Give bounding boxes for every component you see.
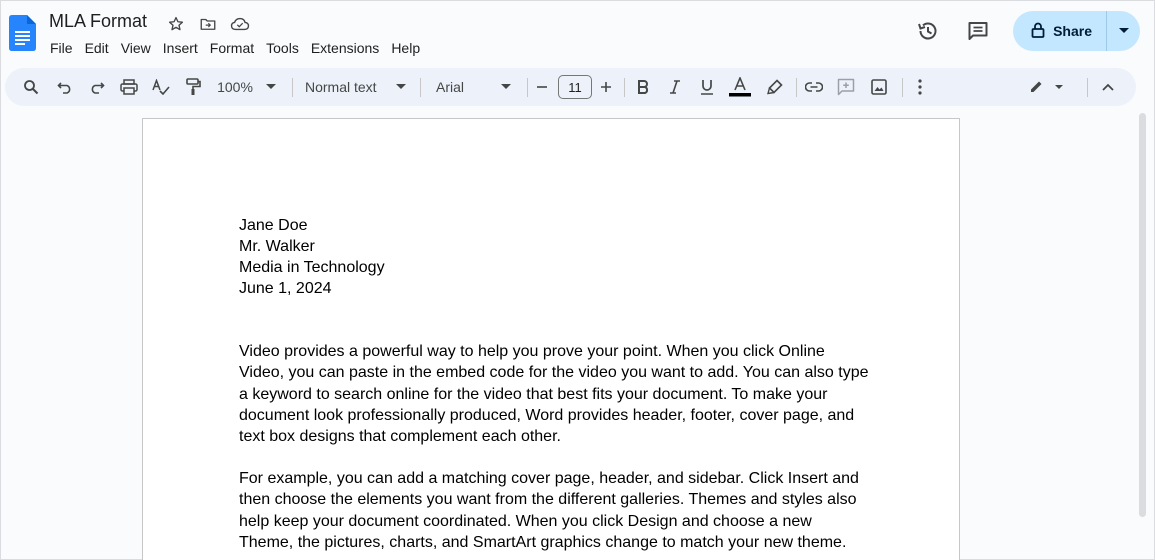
share-label: Share (1053, 23, 1092, 39)
menu-file[interactable]: File (50, 40, 73, 56)
menu-edit[interactable]: Edit (84, 40, 109, 56)
top-bar (1, 1, 1155, 65)
body-paragraph[interactable]: For example, you can add a matching cover page, header, and sidebar. Click Insert and then choose the elements you want from the different galleries. Themes and styles also help keep your document coordinated. When you click Design and choose a new Theme, the pictures, charts, and SmartArt graphics change to match your new theme. (239, 470, 859, 551)
document-canvas[interactable] (1, 111, 1155, 560)
share-button[interactable] (1013, 11, 1106, 51)
cloud-saved-icon[interactable] (229, 13, 251, 35)
toolbar-divider (796, 78, 797, 97)
font-size-input[interactable]: 11 (558, 75, 592, 99)
star-icon[interactable] (165, 13, 187, 35)
version-history-icon[interactable] (913, 16, 943, 46)
lock-icon (1031, 22, 1045, 41)
redo-icon[interactable] (87, 68, 107, 106)
italic-icon[interactable] (665, 68, 685, 106)
share-button-group (1013, 11, 1140, 51)
zoom-dropdown-icon[interactable] (265, 68, 277, 106)
vertical-scrollbar[interactable] (1139, 113, 1146, 517)
font-select[interactable]: Arial (436, 79, 465, 95)
share-dropdown-icon[interactable] (1106, 11, 1140, 51)
text-color-icon[interactable] (729, 68, 751, 106)
toolbar-divider (902, 78, 903, 97)
font-dropdown-icon[interactable] (500, 68, 512, 106)
docs-logo-icon[interactable] (9, 15, 36, 51)
style-dropdown-icon[interactable] (395, 68, 407, 106)
decrease-font-icon[interactable] (534, 68, 550, 106)
comments-icon[interactable] (963, 16, 993, 46)
bold-icon[interactable] (633, 68, 653, 106)
print-icon[interactable] (119, 68, 139, 106)
editing-mode-icon[interactable] (1026, 68, 1070, 106)
body-paragraph[interactable]: Video provides a powerful way to help you prove your point. When you click Online Video, you can paste in the embed code for the video you want to add. You can also type a keyword to search online for the video that best fits your document. To make your document look professionally produced, Word provides header, footer, cover page, and text box designs that complement each other. (239, 343, 869, 446)
insert-image-icon[interactable] (869, 68, 889, 106)
collapse-menus-icon[interactable] (1098, 68, 1118, 106)
more-icon[interactable] (910, 68, 930, 106)
spellcheck-icon[interactable] (151, 68, 171, 106)
paint-format-icon[interactable] (183, 68, 203, 106)
add-comment-icon[interactable] (836, 68, 856, 106)
toolbar-divider (292, 78, 293, 97)
menu-extensions[interactable]: Extensions (310, 40, 380, 56)
link-icon[interactable] (804, 68, 824, 106)
toolbar-divider (1087, 78, 1088, 97)
menu-bar (44, 39, 426, 57)
heading-line[interactable]: Mr. Walker (239, 238, 315, 255)
toolbar (5, 68, 1136, 106)
document-title[interactable]: MLA Format (49, 11, 148, 31)
mla-heading (239, 215, 385, 299)
toolbar-divider (527, 78, 528, 97)
undo-icon[interactable] (55, 68, 75, 106)
menu-insert[interactable]: Insert (162, 40, 198, 56)
highlight-icon[interactable] (765, 68, 785, 106)
heading-line[interactable]: June 1, 2024 (239, 280, 332, 297)
menu-view[interactable]: View (120, 40, 151, 56)
heading-line[interactable]: Jane Doe (239, 217, 308, 234)
increase-font-icon[interactable] (598, 68, 614, 106)
toolbar-divider (624, 78, 625, 97)
move-folder-icon[interactable] (197, 13, 219, 35)
menu-format[interactable]: Format (209, 40, 255, 56)
toolbar-divider (420, 78, 421, 97)
document-page[interactable] (142, 118, 960, 560)
zoom-select[interactable]: 100% (217, 79, 253, 95)
menu-help[interactable]: Help (391, 40, 421, 56)
underline-icon[interactable] (697, 68, 717, 106)
search-icon[interactable] (21, 68, 41, 106)
heading-line[interactable]: Media in Technology (239, 259, 385, 276)
menu-tools[interactable]: Tools (266, 40, 299, 56)
paragraph-style-select[interactable]: Normal text (305, 79, 377, 95)
